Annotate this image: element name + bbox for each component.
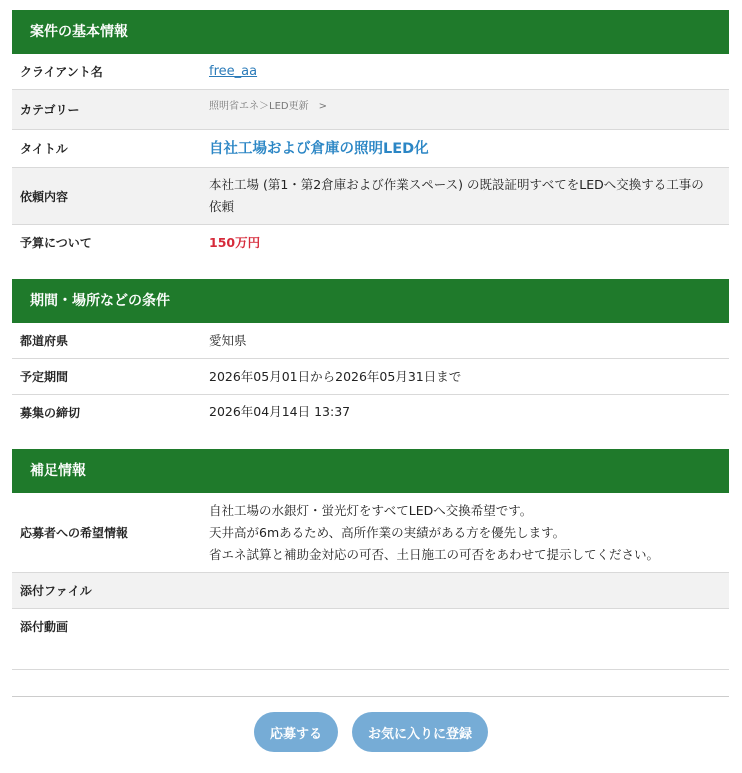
request-line-1: 本社工場 (第1・第2倉庫および作業スペース) の既設証明すべてをLEDへ交換する工事の [209,177,704,192]
period-value: 2026年05月01日から2026年05月31日まで [209,368,462,384]
category-label: カテゴリー [20,103,80,117]
apply-button[interactable]: 応募する [254,712,338,752]
row-prefecture [12,323,729,359]
row-client [12,54,729,90]
category-breadcrumb[interactable]: 照明省エネ＞LED更新 > [209,101,327,112]
section-header-conditions: 期間・場所などの条件 [12,279,729,323]
row-request [12,168,729,225]
section-header-extra: 補足情報 [12,449,729,493]
wishes-line-2: 天井高が6mあるため、高所作業の実績がある方を優先します。 [209,524,566,540]
project-title: 自社工場および倉庫の照明LED化 [209,140,429,157]
row-title [12,130,729,168]
prefecture-value: 愛知県 [209,332,247,348]
add-favorite-button[interactable]: お気に入りに登録 [352,712,488,752]
wishes-label: 応募者への希望情報 [20,526,129,540]
action-buttons [0,712,742,752]
row-category [12,90,729,130]
title-label: タイトル [20,142,68,156]
video-label: 添付動画 [20,620,69,634]
row-video [12,609,729,670]
row-period [12,359,729,395]
wishes-line-1: 自社工場の水銀灯・蛍光灯をすべてLEDへ交換希望です。 [209,502,533,518]
row-budget [12,225,729,260]
wishes-line-3: 省エネ試算と補助金対応の可否、土日施工の可否をあわせて提示してください。 [209,546,660,562]
budget-label: 予算について [20,236,92,250]
row-attachment [12,573,729,609]
request-label: 依頼内容 [20,189,69,204]
row-deadline [12,395,729,429]
section-header-basic: 案件の基本情報 [12,10,729,54]
prefecture-label: 都道府県 [20,334,69,348]
attachment-label: 添付ファイル [20,584,92,598]
client-link[interactable]: free_aa [209,63,258,79]
deadline-value: 2026年04月14日 13:37 [209,404,351,419]
budget-value: 150万円 [209,234,261,250]
deadline-label: 募集の締切 [20,405,81,420]
period-label: 予定期間 [20,370,69,384]
project-detail [12,10,729,697]
row-wishes [12,493,729,573]
client-label: クライアント名 [20,65,103,79]
request-line-2: 依頼 [209,199,235,214]
bottom-divider [12,696,729,697]
